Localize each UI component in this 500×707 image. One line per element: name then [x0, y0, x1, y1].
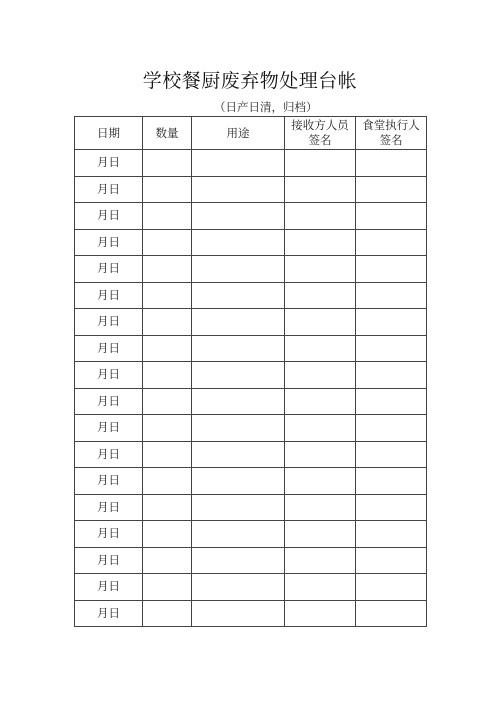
waste-ledger-table — [74, 116, 427, 627]
purpose-cell[interactable] — [192, 335, 285, 362]
quantity-cell[interactable] — [143, 203, 192, 230]
executor-signature-cell[interactable] — [356, 282, 427, 309]
column-header-label: 用途 — [226, 125, 250, 140]
table-row — [75, 494, 427, 521]
date-cell: 月日 — [75, 441, 143, 468]
receiver-signature-cell[interactable] — [285, 600, 356, 627]
purpose-cell[interactable] — [192, 282, 285, 309]
column-header-receiver-signature — [285, 117, 356, 150]
date-cell: 月日 — [75, 282, 143, 309]
table-row — [75, 574, 427, 601]
quantity-cell[interactable] — [143, 388, 192, 415]
date-cell: 月日 — [75, 574, 143, 601]
executor-signature-cell[interactable] — [356, 176, 427, 203]
column-header-label: 日期 — [97, 125, 120, 140]
quantity-cell[interactable] — [143, 468, 192, 495]
quantity-cell[interactable] — [143, 309, 192, 336]
executor-signature-cell[interactable] — [356, 547, 427, 574]
receiver-signature-cell[interactable] — [285, 256, 356, 283]
executor-signature-cell[interactable] — [356, 150, 427, 177]
table-row — [75, 547, 427, 574]
purpose-cell[interactable] — [192, 203, 285, 230]
receiver-signature-cell[interactable] — [285, 547, 356, 574]
executor-signature-cell[interactable] — [356, 309, 427, 336]
column-header-executor-signature — [356, 117, 427, 150]
receiver-signature-cell[interactable] — [285, 468, 356, 495]
executor-signature-cell[interactable] — [356, 229, 427, 256]
purpose-cell[interactable] — [192, 362, 285, 389]
receiver-signature-cell[interactable] — [285, 574, 356, 601]
receiver-signature-cell[interactable] — [285, 203, 356, 230]
quantity-cell[interactable] — [143, 441, 192, 468]
table-row — [75, 388, 427, 415]
table-row — [75, 415, 427, 442]
date-cell: 月日 — [75, 309, 143, 336]
column-header-quantity — [143, 117, 192, 150]
table-row — [75, 229, 427, 256]
purpose-cell[interactable] — [192, 600, 285, 627]
executor-signature-cell[interactable] — [356, 362, 427, 389]
executor-signature-cell[interactable] — [356, 494, 427, 521]
quantity-cell[interactable] — [143, 335, 192, 362]
date-cell: 月日 — [75, 150, 143, 177]
purpose-cell[interactable] — [192, 574, 285, 601]
date-cell: 月日 — [75, 203, 143, 230]
executor-signature-cell[interactable] — [356, 441, 427, 468]
receiver-signature-cell[interactable] — [285, 441, 356, 468]
date-cell: 月日 — [75, 521, 143, 548]
date-cell: 月日 — [75, 229, 143, 256]
quantity-cell[interactable] — [143, 229, 192, 256]
table-row — [75, 176, 427, 203]
column-header-label-line2: 签名 — [379, 133, 403, 147]
executor-signature-cell[interactable] — [356, 468, 427, 495]
date-cell: 月日 — [75, 388, 143, 415]
receiver-signature-cell[interactable] — [285, 388, 356, 415]
table-row — [75, 150, 427, 177]
receiver-signature-cell[interactable] — [285, 229, 356, 256]
quantity-cell[interactable] — [143, 176, 192, 203]
table-row — [75, 203, 427, 230]
column-header-purpose — [192, 117, 285, 150]
purpose-cell[interactable] — [192, 309, 285, 336]
receiver-signature-cell[interactable] — [285, 309, 356, 336]
column-header-label: 数量 — [155, 125, 179, 140]
purpose-cell[interactable] — [192, 415, 285, 442]
purpose-cell[interactable] — [192, 388, 285, 415]
receiver-signature-cell[interactable] — [285, 150, 356, 177]
executor-signature-cell[interactable] — [356, 600, 427, 627]
column-header-label-line1: 接收方人员 — [291, 118, 349, 132]
table-row — [75, 282, 427, 309]
purpose-cell[interactable] — [192, 150, 285, 177]
receiver-signature-cell[interactable] — [285, 362, 356, 389]
purpose-cell[interactable] — [192, 468, 285, 495]
receiver-signature-cell[interactable] — [285, 415, 356, 442]
purpose-cell[interactable] — [192, 229, 285, 256]
quantity-cell[interactable] — [143, 256, 192, 283]
date-cell: 月日 — [75, 335, 143, 362]
purpose-cell[interactable] — [192, 494, 285, 521]
column-header-label-line1: 食堂执行人 — [362, 118, 420, 132]
quantity-cell[interactable] — [143, 547, 192, 574]
quantity-cell[interactable] — [143, 362, 192, 389]
date-cell: 月日 — [75, 494, 143, 521]
purpose-cell[interactable] — [192, 256, 285, 283]
receiver-signature-cell[interactable] — [285, 176, 356, 203]
quantity-cell[interactable] — [143, 494, 192, 521]
receiver-signature-cell[interactable] — [285, 521, 356, 548]
purpose-cell[interactable] — [192, 176, 285, 203]
table-row — [75, 600, 427, 627]
quantity-cell[interactable] — [143, 282, 192, 309]
date-cell: 月日 — [75, 256, 143, 283]
quantity-cell[interactable] — [143, 600, 192, 627]
purpose-cell[interactable] — [192, 441, 285, 468]
executor-signature-cell[interactable] — [356, 256, 427, 283]
date-cell: 月日 — [75, 362, 143, 389]
quantity-cell[interactable] — [143, 150, 192, 177]
receiver-signature-cell[interactable] — [285, 494, 356, 521]
column-header-label-line2: 签名 — [308, 133, 332, 147]
date-cell: 月日 — [75, 547, 143, 574]
executor-signature-cell[interactable] — [356, 203, 427, 230]
executor-signature-cell[interactable] — [356, 335, 427, 362]
table-row — [75, 256, 427, 283]
table-row — [75, 468, 427, 495]
document-subtitle: （日产日清，归档） — [214, 100, 318, 114]
table-row — [75, 441, 427, 468]
purpose-cell[interactable] — [192, 547, 285, 574]
executor-signature-cell[interactable] — [356, 415, 427, 442]
date-cell: 月日 — [75, 600, 143, 627]
table-row — [75, 309, 427, 336]
table-row — [75, 362, 427, 389]
executor-signature-cell[interactable] — [356, 521, 427, 548]
date-cell: 月日 — [75, 415, 143, 442]
column-header-date — [75, 117, 143, 150]
table-row — [75, 521, 427, 548]
purpose-cell[interactable] — [192, 521, 285, 548]
executor-signature-cell[interactable] — [356, 574, 427, 601]
date-cell: 月日 — [75, 176, 143, 203]
table-body — [75, 150, 427, 627]
receiver-signature-cell[interactable] — [285, 335, 356, 362]
quantity-cell[interactable] — [143, 415, 192, 442]
table-header-row — [75, 117, 427, 150]
receiver-signature-cell[interactable] — [285, 282, 356, 309]
quantity-cell[interactable] — [143, 521, 192, 548]
quantity-cell[interactable] — [143, 574, 192, 601]
document-title: 学校餐厨废弃物处理台帐 — [142, 70, 358, 92]
date-cell: 月日 — [75, 468, 143, 495]
table-row — [75, 335, 427, 362]
executor-signature-cell[interactable] — [356, 388, 427, 415]
